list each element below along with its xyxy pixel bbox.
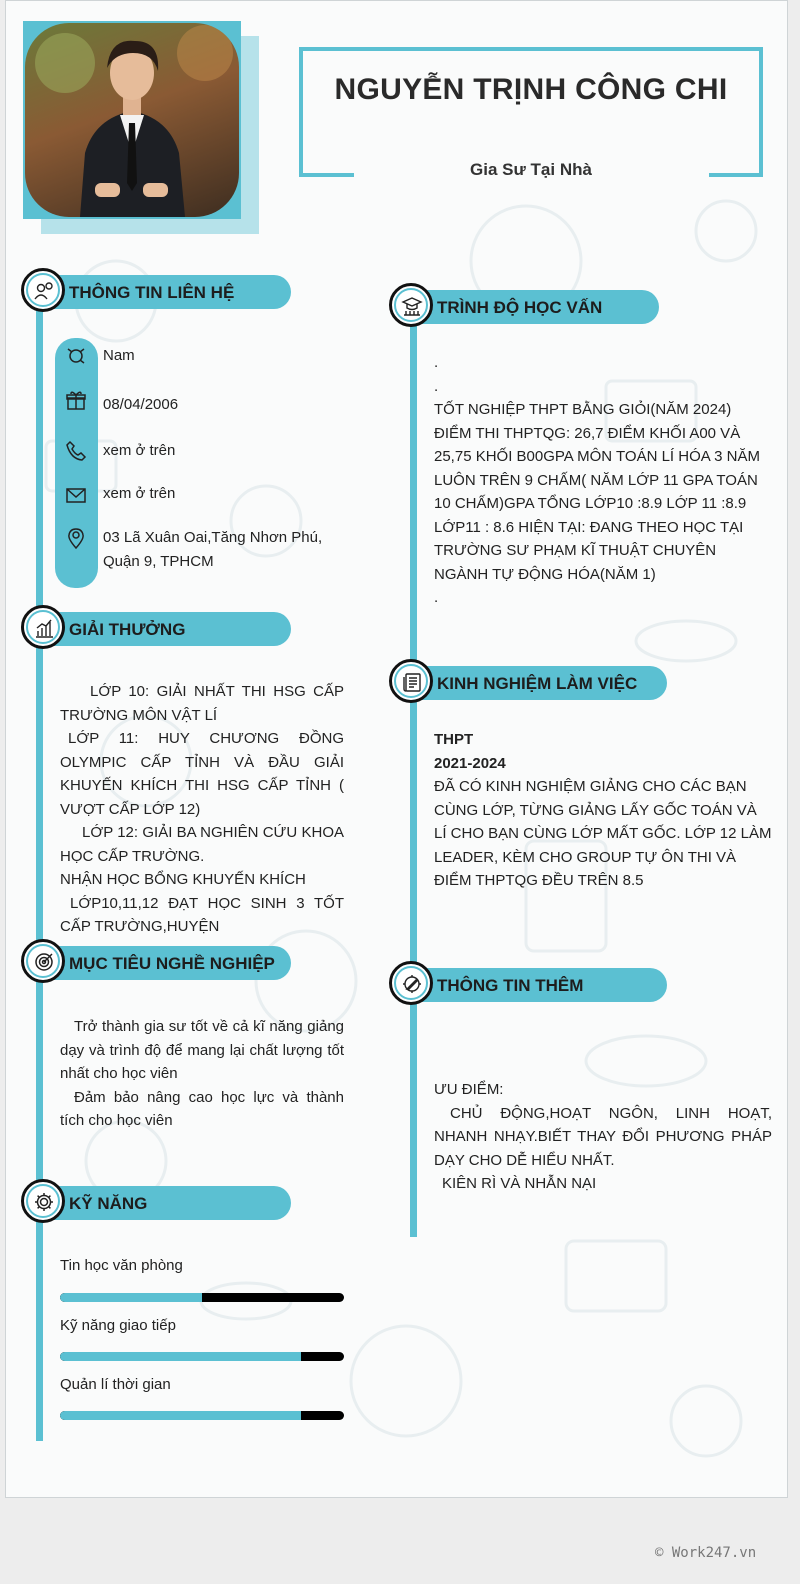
- left-timeline: [36, 281, 43, 1441]
- chart-icon: [21, 605, 65, 649]
- name-box: [299, 47, 763, 177]
- award-item: LỚP 12: GIẢI BA NGHIÊN CỨU KHOA HỌC CẤP TRƯỜNG.: [60, 824, 344, 865]
- extra-strength-2: KIÊN RÌ VÀ NHẪN NẠI: [442, 1175, 597, 1192]
- contact-icon: [21, 268, 65, 312]
- award-item: LỚP10,11,12 ĐẠT HỌC SINH 3 TỐT CẤP TRƯỜNG,HUYỆN: [60, 894, 344, 935]
- skill-bar-communication: [60, 1352, 344, 1361]
- award-item: LỚP 11: HUY CHƯƠNG ĐỒNG OLYMPIC CẤP TỈNH VÀ ĐẦU GIẢI KHUYẾN KHÍCH THI HSG CẤP TỈNH ( VƯỢT CẤP LỚP 12): [60, 730, 344, 818]
- experience-org: THPT: [434, 731, 474, 748]
- gift-icon: [65, 389, 87, 411]
- name-frame: [299, 47, 763, 177]
- education-dot: .: [434, 377, 439, 395]
- award-item: LỚP 10: GIẢI NHẤT THI HSG CẤP TRƯỜNG MÔN VẬT LÍ: [60, 683, 344, 724]
- extra-label: ƯU ĐIỂM:: [434, 1081, 504, 1098]
- location-icon: [65, 527, 87, 549]
- contact-title: THÔNG TIN LIÊN HỆ: [69, 283, 235, 302]
- contact-section-header: [21, 275, 291, 309]
- skill-label-communication: Kỹ năng giao tiếp: [60, 1317, 176, 1334]
- contact-address: [103, 526, 322, 574]
- skill-bar-fill: [60, 1293, 202, 1302]
- contact-email[interactable]: xem ở trên: [103, 485, 176, 502]
- right-timeline: [410, 297, 417, 1237]
- skill-bar-fill: [60, 1352, 301, 1361]
- contact-gender: Nam: [103, 347, 135, 364]
- extra-strength-1: CHỦ ĐỘNG,HOẠT NGÔN, LINH HOẠT, NHANH NHẠY.BIẾT THAY ĐỔI PHƯƠNG PHÁP DẠY CHO DỄ HIỂU NHẤT.: [434, 1104, 772, 1169]
- award-item: NHẬN HỌC BỔNG KHUYẾN KHÍCH: [60, 871, 306, 888]
- career-goal-2: Đảm bảo nâng cao học lực và thành tích cho học viên: [60, 1088, 344, 1129]
- pencil-gear-icon: [389, 961, 433, 1005]
- skills-title: KỸ NĂNG: [69, 1194, 148, 1213]
- education-section-header: [389, 290, 659, 324]
- skill-label-time: Quản lí thời gian: [60, 1376, 171, 1393]
- career-section-header: [21, 946, 291, 980]
- skill-bar-fill: [60, 1411, 301, 1420]
- education-title: TRÌNH ĐỘ HỌC VẤN: [437, 298, 603, 317]
- phone-icon: [65, 440, 87, 462]
- experience-text: [434, 728, 772, 893]
- education-body: TỐT NGHIỆP THPT BẰNG GIỎI(NĂM 2024) ĐIỂM THI THPTQG: 26,7 ĐIỂM KHỐI A00 VÀ 25,75 KHỐI B00GPA MÔN TOÁN LÍ HÓA 3 NĂM LUÔN TRÊN 9 CHẤM( NĂM LỚP 11 GPA TOÁN 10 CHẤM)GPA TỔNG LỚP10 :8.9 LỚP 11 :8.9 LỚP11 : 8.6 HIỆN TẠI: ĐANG THEO HỌC TẠI TRƯỜNG SƯ PHẠM KĨ THUẬT CHUYÊN NGÀNH TỰ ĐỘNG HÓA(NĂM 1): [434, 401, 760, 583]
- skill-label-office: Tin học văn phòng: [60, 1257, 183, 1274]
- awards-section-header: [21, 612, 291, 646]
- skill-bar-office: [60, 1293, 344, 1302]
- extra-text: [434, 1078, 772, 1196]
- watermark-footer: © Work247.vn: [655, 1545, 757, 1561]
- extra-section-header: [389, 968, 667, 1002]
- profile-photo: [25, 23, 239, 217]
- gear-icon: [21, 1179, 65, 1223]
- address-line-1: 03 Lã Xuân Oai,Tăng Nhơn Phú,: [103, 529, 323, 546]
- experience-period: 2021-2024: [434, 754, 506, 772]
- target-icon: [21, 939, 65, 983]
- contact-birthday: 08/04/2006: [103, 396, 179, 413]
- address-line-2: Quận 9, TPHCM: [103, 553, 214, 570]
- candidate-name: NGUYỄN TRỊNH CÔNG CHI: [334, 73, 728, 106]
- email-icon: [65, 484, 87, 506]
- extra-title: THÔNG TIN THÊM: [437, 976, 584, 995]
- career-goal-1: Trở thành gia sư tốt về cả kĩ năng giảng dạy và trình độ để mang lại chất lượng tốt nhất cho học viên: [60, 1018, 344, 1082]
- education-dot: .: [434, 354, 439, 371]
- education-dot: .: [434, 589, 439, 606]
- education-text: [434, 351, 772, 610]
- document-icon: [389, 659, 433, 703]
- career-text: [60, 1015, 344, 1133]
- skill-bar-time: [60, 1411, 344, 1420]
- graduation-icon: [389, 283, 433, 327]
- career-title: MỤC TIÊU NGHỀ NGHIỆP: [69, 954, 275, 973]
- awards-title: GIẢI THƯỞNG: [69, 620, 186, 639]
- gender-icon: [65, 345, 87, 367]
- cv-page: [5, 0, 788, 1498]
- contact-phone[interactable]: xem ở trên: [103, 442, 176, 459]
- experience-body: ĐÃ CÓ KINH NGHIỆM GIẢNG CHO CÁC BẠN CÙNG LỚP, TỪNG GIẢNG LẤY GỐC TOÁN VÀ LÍ CHO BẠN CÙNG LỚP MẤT GỐC. LỚP 12 LÀM LEADER, KÈM CHO GROUP TỰ ÔN THI VÀ ĐIỂM THPTQG ĐỀU TRÊN 8.5: [434, 778, 772, 889]
- experience-title: KINH NGHIỆM LÀM VIỆC: [437, 674, 638, 693]
- skills-section-header: [21, 1186, 291, 1220]
- awards-list: [60, 680, 344, 939]
- experience-section-header: [389, 666, 667, 700]
- job-title: Gia Sư Tại Nhà: [470, 160, 592, 179]
- contact-icon-bar: [55, 338, 98, 588]
